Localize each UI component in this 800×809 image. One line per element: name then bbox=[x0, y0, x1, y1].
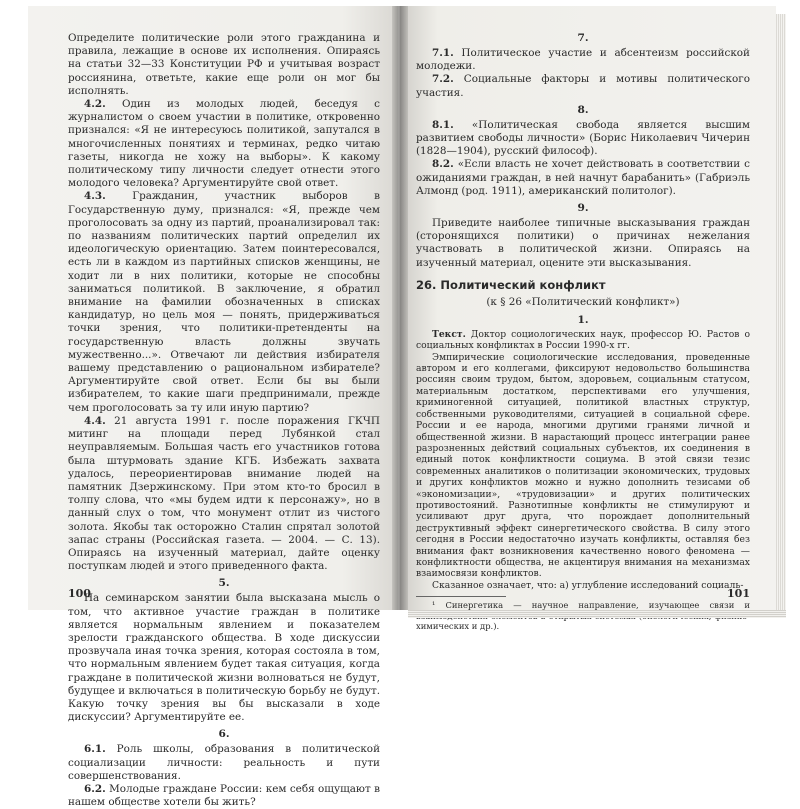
question-number: 4.2. bbox=[84, 98, 106, 111]
text-last-line: Сказанное означает, что: а) углубление исследований социаль- bbox=[432, 579, 744, 591]
question-8-2 bbox=[416, 158, 750, 198]
question-number: 7.1. bbox=[432, 47, 454, 59]
question-number: 7.2. bbox=[432, 73, 454, 86]
question-number: 8.2. bbox=[432, 158, 454, 171]
question-4-2 bbox=[68, 98, 380, 190]
question-text: «Если власть не хочет действовать в соответствии с ожиданиями граждан, в ней начнут барабанить» (Габриэль Алмонд (род. 1911), американский политолог). bbox=[416, 158, 750, 197]
page-edges-right bbox=[776, 14, 786, 610]
section-title: 26. Политический конфликт bbox=[416, 277, 606, 292]
text-intro bbox=[416, 329, 750, 352]
question-text: «Политическая свобода является высшим развитием свободы личности» (Борис Николаевич Чичерин (1828—1904), русский философ). bbox=[416, 118, 750, 158]
question-text: Роль школы, образования в политической социализации личности: реальность и пути совершенствования. bbox=[68, 743, 380, 782]
question-text: Политическое участие и абсентеизм российской молодежи. bbox=[416, 47, 750, 73]
task-heading-6: 6. bbox=[218, 728, 230, 741]
paragraph-5: На семинарском занятии была высказана мысль о том, что активное участие граждан в политике является нормальным явлением и показателем зрелости гражданского общества. В ходе дискуссии прозвучала иная точка зрения, которая состояла в том, что нормальным явлением будет такая ситуация, когда граждане в политической жизни волноваться не будут, будущее и включаться в политическую борьбу не будут. Какую точку зрения вы бы высказали в ходе дискуссии? Аргументируйте ее. bbox=[68, 592, 380, 724]
question-text: 21 августа 1991 г. после поражения ГКЧП митинг на площади перед Лубянкой стал неуправляемым. Большая часть его участников готова была штурмовать здание КГБ. Избежать захвата удалось, переориентировав внимание людей на памятник Дзержинскому. При этом кто-то бросил в толпу слова, что «мы будем идти к персонажу», но в данный слух о том, что монумент отлит из чистого золота. Якобы так осторожно Сталин спрятал золотой запас страны (Российская газета. — 2004. — С. 13). Опираясь на изученный материал, дайте оценку поступкам людей и этого приведенного факта. bbox=[68, 414, 380, 573]
question-number: 6.1. bbox=[84, 743, 106, 756]
question-text: Социальные факторы и мотивы политического участия. bbox=[416, 73, 750, 99]
book-spine-shadow bbox=[392, 6, 408, 610]
open-book bbox=[28, 6, 776, 809]
question-text: Гражданин, участник выборов в Государственную думу, признался: «Я, прежде чем проголосовать за одну из партий, проанализировал так: по названиям политических партий определил их идеологическую ориентацию. Затем поинтересовался, есть ли в каждом из партийных списков женщины, не ходит ли в них политики, которые не способны заниматься политикой. В заключение, я обратил внимание на фамилии обозначенных в списках кандидатур, но цель моя — понять, придерживаться точки зрения, что политики-претенденты на государственную власть должны звучать мужественно...». Отвечают ли действия избирателя вашему представлению о рациональном избирателе? Аргументируйте свой ответ. Если бы вы были избирателем, то какие шаги предпринимали, прежде чем проголосовать за ту или иную партию? bbox=[68, 190, 380, 414]
paragraph: Определите политические роли этого гражданина и правила, лежащие в основе их исполнения. Опираясь на статьи 32—33 Конституции РФ и учитывая возраст россиянина, ответьте, какие еще роли он мог бы исполнять. bbox=[68, 32, 380, 97]
paragraph-9: Приведите наиболее типичные высказывания граждан (сторонящихся политики) о причинах нежелания участвовать в политической жизни. Опираясь на изученный материал, оцените эти высказывания. bbox=[416, 217, 750, 269]
text-body: Эмпирические социологические исследования, проведенные автором и его коллегами, фиксируют недовольство большинства россиян своим трудом, бытом, здоровьем, социальным статусом, материальным достатком, перспективами его улучшения, криминогенной ситуацией, политикой властных структур, собственными руководителями, ситуацией в социальной сфере. России и ее народа, многими другими гранями личной и общественной жизни. В нарастающий процесс интеграции ранее разрозненных действий социальных субъектов, их соединения в единый поток конфликтности социума. В этой связи тезис современных аналитиков о политизации экономических, трудовых и других конфликтов можно и нужно дополнить тезисами об «экономизации», «трудовизации» и других политических противостояний. Разнотипные конфликты не стимулируют и усиливают друг друга, что порождает дополнительный деструктивный эффект синергетического свойства. В силу этого сегодня в России недостаточно изучать конфликты, оставляя без внимания факт возникновения качественно нового феномена — конфликтности общества, не акцентируя внимания на механизмах взаимосвязи конфликтов. bbox=[416, 351, 750, 580]
right-page bbox=[400, 6, 776, 631]
task-heading-9: 9. bbox=[577, 202, 589, 215]
question-4-4 bbox=[68, 415, 380, 573]
page-number-right: 101 bbox=[727, 587, 750, 600]
question-6-1 bbox=[68, 743, 380, 783]
question-number: 8.1. bbox=[432, 118, 454, 131]
task-heading-5: 5. bbox=[218, 577, 230, 590]
text-label: Текст. bbox=[432, 328, 466, 340]
page-number-left: 100 bbox=[68, 587, 91, 600]
question-number: 6.2. bbox=[84, 782, 106, 795]
question-6-2 bbox=[68, 783, 380, 809]
question-number: 4.3. bbox=[84, 190, 106, 203]
page-edges-bottom bbox=[408, 610, 786, 618]
footnote-divider bbox=[416, 596, 506, 597]
task-heading-8: 8. bbox=[577, 103, 589, 116]
section-reference: (к § 26 «Политический конфликт») bbox=[486, 295, 680, 308]
text-block bbox=[416, 329, 750, 591]
left-page bbox=[28, 6, 398, 809]
question-8-1 bbox=[416, 119, 750, 159]
question-text: Молодые граждане России: кем себя ощущают в нашем обществе хотели бы жить? bbox=[68, 782, 380, 809]
question-7-1 bbox=[416, 47, 750, 73]
question-4-3 bbox=[68, 190, 380, 414]
text-intro-content: Доктор социологических наук, профессор Ю. Растов о социальных конфликтах в России 1990-х гг. bbox=[416, 328, 751, 352]
question-number: 4.4. bbox=[84, 414, 106, 427]
footnote-text: ¹ Синергетика — научное направление, изучающее связи и химических и др.). bbox=[416, 600, 750, 631]
question-7-2 bbox=[416, 73, 750, 99]
task-heading-1: 1. bbox=[577, 313, 589, 326]
question-text: Один из молодых людей, беседуя с журналистом о своем участии в политике, откровенно признался: «Я не интересуюсь политикой, запутался в многочисленных понятиях и терминах, редко читаю газеты, никогда не хожу на выборы». К какому политическому типу личности следует отнести этого молодого человека? Аргументируйте свой ответ. bbox=[68, 98, 380, 190]
task-heading-7: 7. bbox=[577, 32, 589, 44]
